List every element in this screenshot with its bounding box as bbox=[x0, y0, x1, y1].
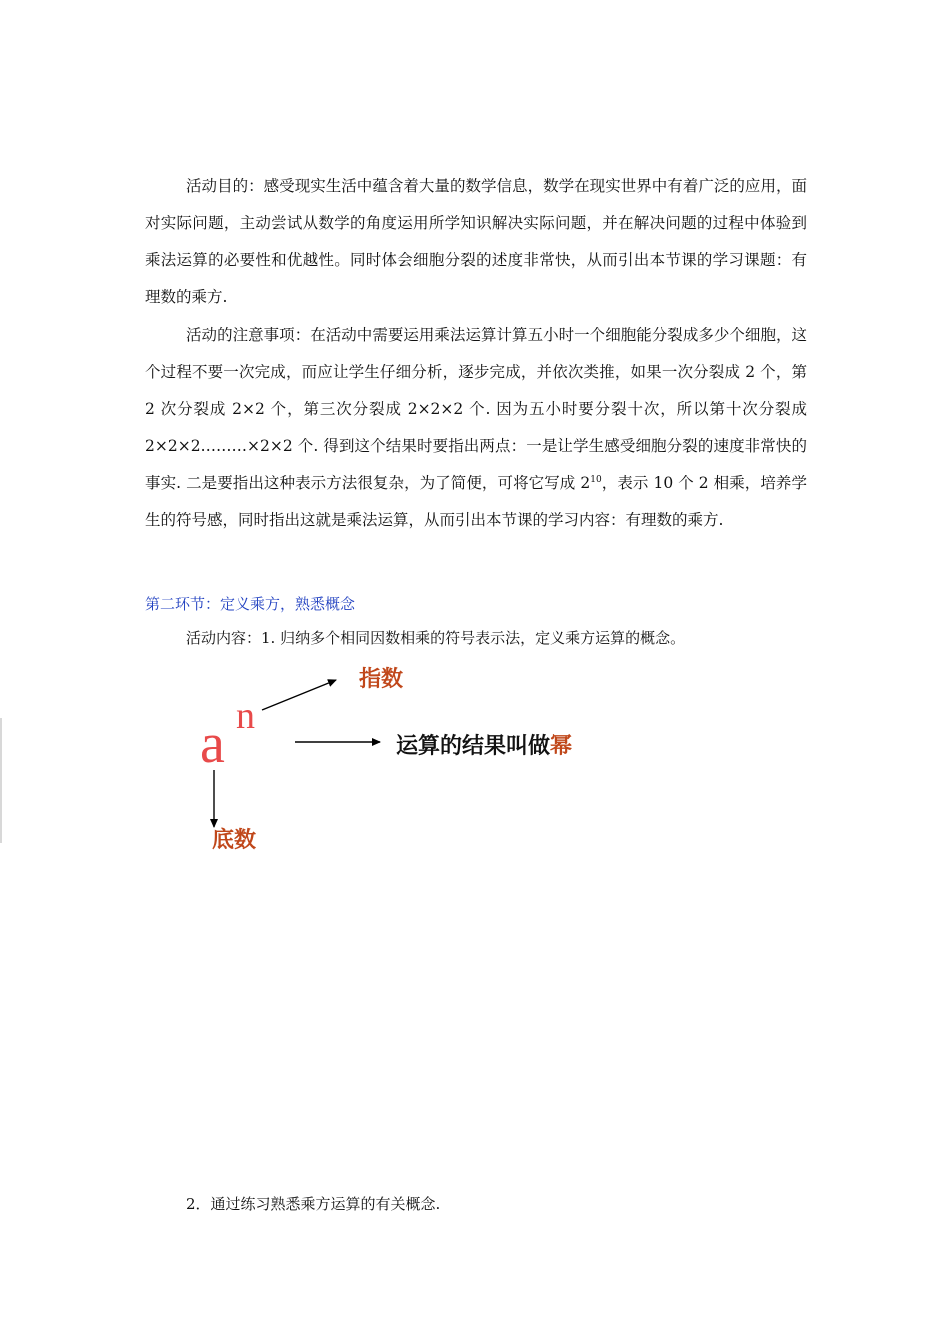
notes-text-before-power: 活动的注意事项：在活动中需要运用乘法运算计算五小时一个细胞能分裂成多少个细胞，这个过程不要一次完成，而应让学生仔细分析，逐步完成，并依次类推，如果一次分裂成 2 个，第 2 次分裂成 2×2 个，第三次分裂成 2×2×2 个. 因为五小时要分裂十次，所以第十次分裂成 2×2×2………×2×2 个. 得到这个结果时要指出两点：一是让学生感受细胞分裂的速度非常快的事实. 二是要指出这种表示方法很复杂，为了简便，可将它写成 bbox=[145, 325, 807, 492]
notes-text-after-power: ，表示 10 个 2 相乘，培养学生的符号感，同时指出这就是乘法运算，从而引出本节课的学习内容：有理数的乘方. bbox=[145, 473, 807, 529]
exponent-label: 指数 bbox=[359, 667, 404, 692]
paragraph-activity-purpose-text: 活动目的：感受现实生活中蕴含着大量的数学信息，数学在现实世界中有着广泛的应用，面对实际问题，主动尝试从数学的角度运用所学知识解决实际问题，并在解决问题的过程中体验到乘法运算的必要性和优越性。同时体会细胞分裂的述度非常快，从而引出本节课的学习课题：有理数的乘方. bbox=[145, 176, 807, 306]
practice-line: 2．通过练习熟悉乘方运算的有关概念. bbox=[186, 1195, 441, 1213]
base-label: 底数 bbox=[212, 828, 257, 853]
power-base-digit: 2 bbox=[580, 473, 591, 492]
power-exponent-digits: 10 bbox=[590, 474, 602, 485]
exponent-arrow bbox=[262, 680, 336, 710]
activity-content-line: 活动内容：1. 归纳多个相同因数相乘的符号表示法，定义乘方运算的概念。 bbox=[186, 629, 686, 647]
diagram-base-symbol: a bbox=[200, 713, 225, 775]
result-label-power-word: 幂 bbox=[550, 734, 573, 759]
diagram-exponent-symbol: n bbox=[236, 695, 255, 737]
section-heading: 第二环节：定义乘方，熟悉概念 bbox=[145, 595, 356, 613]
result-label-text: 运算的结果叫做 bbox=[396, 734, 551, 759]
